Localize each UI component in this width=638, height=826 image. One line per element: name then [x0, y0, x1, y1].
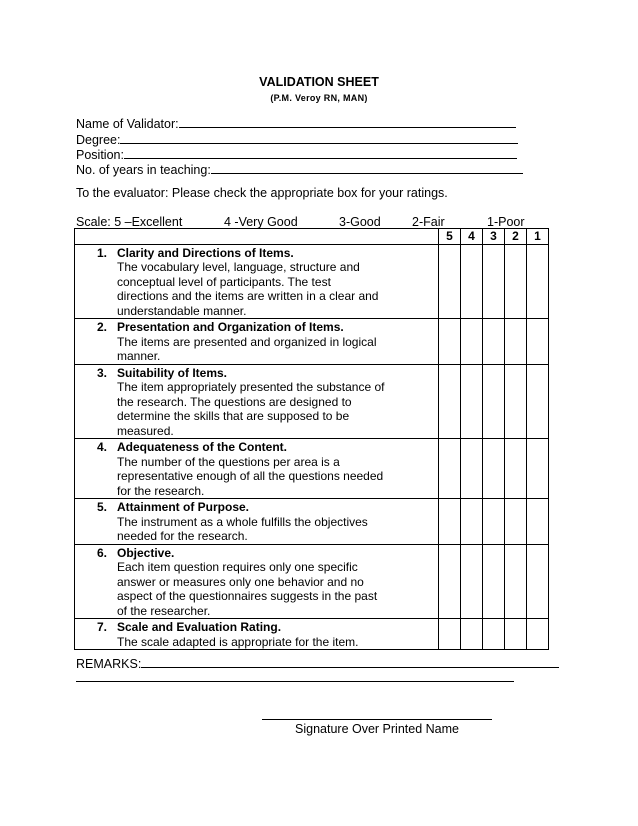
criterion-description-line: representative enough of all the questions needed — [117, 469, 384, 483]
document-title: VALIDATION SHEET — [259, 75, 379, 89]
rating-checkbox-3[interactable] — [483, 499, 505, 545]
rating-checkbox-2[interactable] — [505, 364, 527, 439]
scale-very-good: 4 -Very Good — [224, 215, 298, 229]
rating-checkbox-3[interactable] — [483, 544, 505, 619]
criterion-row — [75, 364, 549, 439]
criterion-row — [75, 544, 549, 619]
rating-checkbox-3[interactable] — [483, 439, 505, 499]
scale-poor: 1-Poor — [487, 215, 525, 229]
criterion-cell — [75, 364, 439, 439]
criterion-name: Suitability of Items. — [117, 365, 228, 380]
rating-checkbox-5[interactable] — [439, 364, 461, 439]
years-teaching-blank[interactable] — [211, 161, 523, 174]
rating-checkbox-2[interactable] — [505, 439, 527, 499]
degree-blank[interactable] — [120, 131, 518, 144]
position-label: Position: — [76, 148, 124, 162]
position-field[interactable] — [76, 146, 517, 162]
criterion-description-line: the research. The questions are designed to — [117, 394, 352, 409]
validator-name-label: Name of Validator: — [76, 117, 179, 131]
criterion-description-line: directions and the items are written in a clear and — [117, 289, 379, 303]
criterion-number: 1. — [97, 245, 108, 260]
criterion-row — [75, 319, 549, 365]
criterion-name: Scale and Evaluation Rating. — [117, 620, 282, 634]
document-subtitle: (P.M. Veroy RN, MAN) — [270, 93, 368, 103]
years-teaching-field[interactable] — [76, 161, 523, 177]
criterion-name: Attainment of Purpose. — [117, 500, 250, 514]
criterion-number: 5. — [97, 500, 108, 514]
rating-header-row — [75, 229, 549, 245]
rating-checkbox-2[interactable] — [505, 499, 527, 545]
score-header-2: 2 — [505, 229, 527, 245]
criterion-description-line: The vocabulary level, language, structure and — [117, 260, 360, 274]
rating-checkbox-1[interactable] — [527, 499, 549, 545]
rating-checkbox-1[interactable] — [527, 619, 549, 650]
rating-checkbox-1[interactable] — [527, 439, 549, 499]
criterion-description-line: needed for the research. — [117, 529, 248, 543]
rating-checkbox-2[interactable] — [505, 319, 527, 365]
signature-line[interactable] — [262, 719, 492, 720]
criterion-description-line: conceptual level of participants. The test — [117, 274, 331, 289]
criteria-header-cell — [75, 229, 439, 245]
rating-checkbox-3[interactable] — [483, 619, 505, 650]
criterion-cell — [75, 319, 439, 365]
criterion-description-line: manner. — [117, 349, 161, 363]
criterion-row — [75, 244, 549, 319]
criterion-name: Objective. — [117, 545, 175, 560]
rating-checkbox-1[interactable] — [527, 319, 549, 365]
criterion-description-line: The scale adapted is appropriate for the item. — [117, 634, 359, 649]
evaluator-instruction: To the evaluator: Please check the appropriate box for your ratings. — [76, 186, 448, 200]
rating-checkbox-1[interactable] — [527, 544, 549, 619]
criterion-number: 3. — [97, 365, 108, 380]
criterion-number: 4. — [97, 440, 108, 454]
criterion-cell — [75, 619, 439, 650]
criterion-description-line: understandable manner. — [117, 303, 247, 318]
criterion-number: 2. — [97, 320, 108, 334]
rating-checkbox-5[interactable] — [439, 619, 461, 650]
criterion-description-line: The number of the questions per area is a — [117, 454, 340, 469]
score-header-5: 5 — [439, 229, 461, 245]
rating-checkbox-2[interactable] — [505, 619, 527, 650]
criterion-cell — [75, 244, 439, 319]
criterion-description-line: The item appropriately presented the substance of — [117, 380, 385, 394]
criterion-cell — [75, 439, 439, 499]
rating-checkbox-5[interactable] — [439, 499, 461, 545]
rating-checkbox-5[interactable] — [439, 544, 461, 619]
rating-checkbox-5[interactable] — [439, 319, 461, 365]
rating-checkbox-3[interactable] — [483, 364, 505, 439]
criterion-description-line: aspect of the questionnaires suggests in the past — [117, 589, 378, 603]
criterion-name: Presentation and Organization of Items. — [117, 320, 344, 334]
rating-checkbox-4[interactable] — [461, 319, 483, 365]
rating-checkbox-4[interactable] — [461, 544, 483, 619]
rating-checkbox-4[interactable] — [461, 364, 483, 439]
criterion-description-line: Each item question requires only one specific — [117, 560, 358, 574]
criterion-description-line: answer or measures only one behavior and no — [117, 574, 364, 589]
criterion-description-line: determine the skills that are supposed to be — [117, 409, 350, 423]
criterion-name: Adequateness of the Content. — [117, 440, 288, 454]
score-header-1: 1 — [527, 229, 549, 245]
rating-table — [74, 228, 549, 650]
criterion-name: Clarity and Directions of Items. — [117, 245, 294, 260]
remarks-blank[interactable] — [141, 655, 559, 668]
criterion-cell — [75, 499, 439, 545]
signature-label: Signature Over Printed Name — [295, 722, 459, 736]
criterion-description-line: of the researcher. — [117, 603, 211, 618]
remarks-field[interactable] — [76, 655, 559, 671]
criterion-row — [75, 619, 549, 650]
position-blank[interactable] — [124, 146, 517, 159]
rating-checkbox-4[interactable] — [461, 619, 483, 650]
criterion-description-line: measured. — [117, 423, 174, 438]
rating-checkbox-2[interactable] — [505, 244, 527, 319]
remarks-blank-line-2[interactable] — [76, 681, 514, 682]
rating-checkbox-1[interactable] — [527, 244, 549, 319]
rating-checkbox-3[interactable] — [483, 319, 505, 365]
criterion-number: 7. — [97, 620, 108, 634]
rating-checkbox-1[interactable] — [527, 364, 549, 439]
criterion-description-line: for the research. — [117, 483, 205, 498]
validator-name-blank[interactable] — [179, 115, 516, 128]
criterion-row — [75, 499, 549, 545]
validator-name-field[interactable] — [76, 115, 516, 131]
rating-checkbox-4[interactable] — [461, 244, 483, 319]
rating-checkbox-3[interactable] — [483, 244, 505, 319]
criterion-row — [75, 439, 549, 499]
degree-label: Degree: — [76, 133, 121, 147]
rating-checkbox-5[interactable] — [439, 244, 461, 319]
rating-checkbox-4[interactable] — [461, 499, 483, 545]
rating-checkbox-5[interactable] — [439, 439, 461, 499]
scale-label: Scale: 5 –Excellent — [76, 215, 183, 229]
criterion-description-line: The items are presented and organized in logical — [117, 334, 377, 349]
criterion-cell — [75, 544, 439, 619]
scale-good: 3-Good — [339, 215, 381, 229]
rating-checkbox-4[interactable] — [461, 439, 483, 499]
criterion-number: 6. — [97, 545, 108, 560]
score-header-3: 3 — [483, 229, 505, 245]
scale-fair: 2-Fair — [412, 215, 445, 229]
score-header-4: 4 — [461, 229, 483, 245]
years-teaching-label: No. of years in teaching: — [76, 163, 211, 177]
degree-field[interactable] — [76, 131, 518, 147]
remarks-label: REMARKS: — [76, 657, 142, 671]
rating-checkbox-2[interactable] — [505, 544, 527, 619]
criterion-description-line: The instrument as a whole fulfills the objectives — [117, 514, 368, 529]
criteria-rows — [75, 244, 549, 650]
